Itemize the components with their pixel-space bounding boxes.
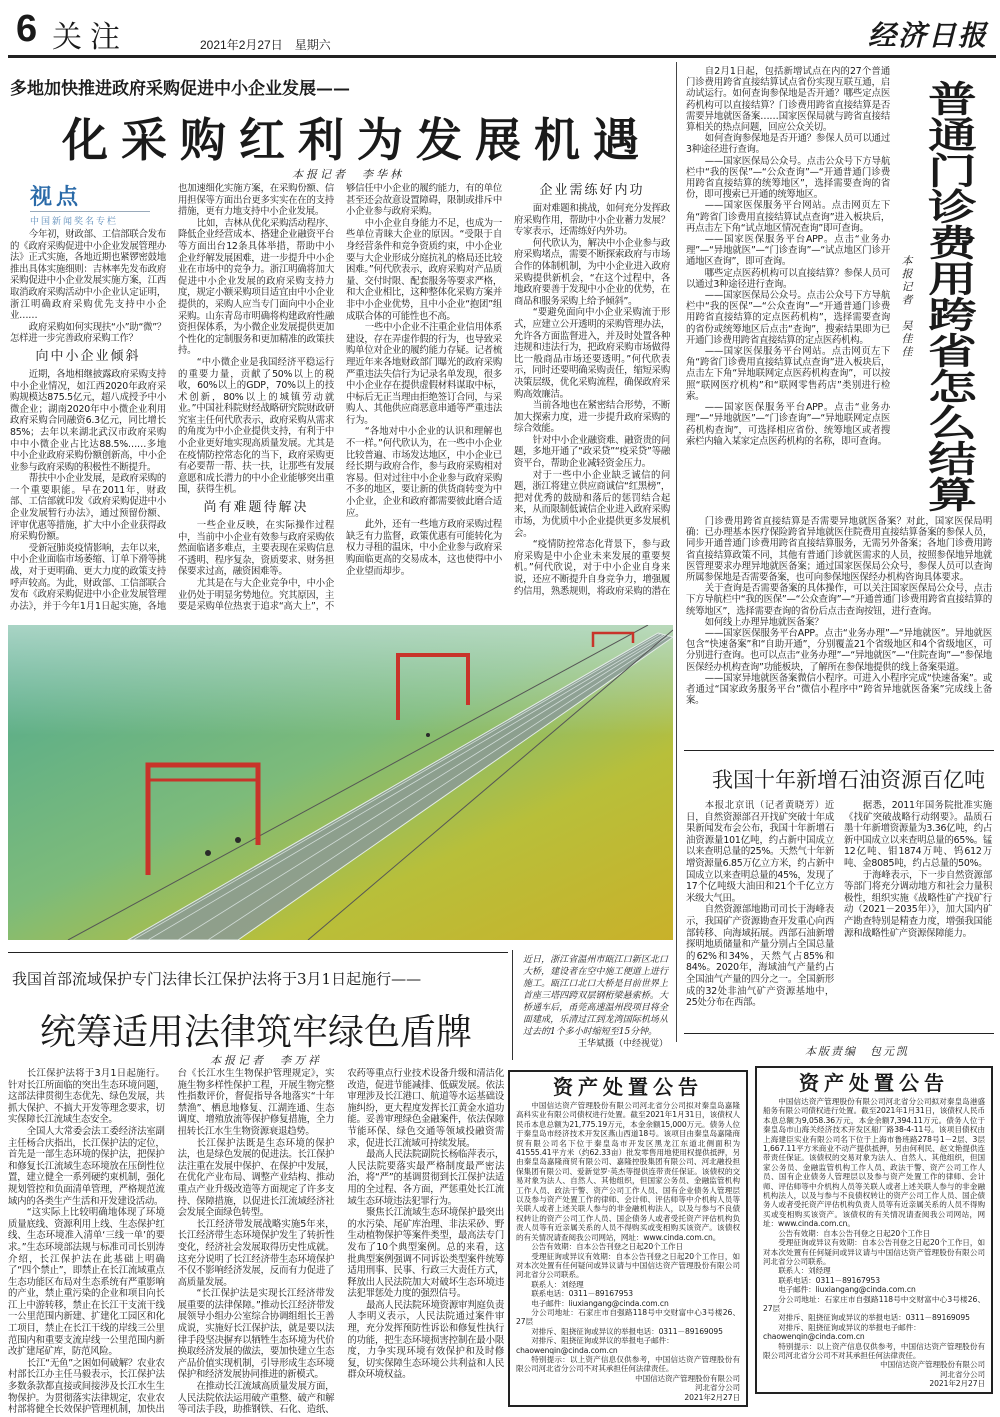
paragraph: “长江保护法是实现长江经济带发展重要的法律保障。”推动长江经济带发展领导小组办公室综合协调组组长王善成说，实施好长江保护法，就是要以法律手段坚决摒弃以牺牲生态环境为代价换取经济发展的做法，要加快建立生态产品价值实现机制，引导形成生态环境保护和经济发展协同推进的新模式。 (177, 1288, 335, 1381)
notice-email: 电子邮件：liuxiangang@cinda.com.cn (778, 1285, 916, 1295)
paragraph: 政府采购如何实现扶“小”助“微”？怎样进一步完善政府采购工作？ (10, 321, 166, 345)
paragraph: 中小企业自身能力不足，也成为一些单位青睐大企业的原因。“受限于自身经营条件和竞争资质约束，中小企业要与大企业形成分庭抗礼的格局还比较困难。”何代欣表示，政府采购对产品质量、交付时限、配套服务等要求严格，和大企业相比，这种整体化采购方案并非中小企业优势，且中小企业“抱团”组成联合体的可能性也不高。 (346, 217, 502, 322)
notice-report-email: chaowenqin@cinda.com.cn (516, 1345, 618, 1355)
column-badge-title: 视点 (30, 185, 150, 212)
paragraph: 长江保护法既是生态环境的保护法，也是绿色发展的促进法。长江保护法注重在发展中保护、在保护中发展，在优化产业布局、调整产业结构、推动重点产业升级改造等方面规定了许多支持、保障措施，以促进长江流域经济社会发展全面绿色转型。 (177, 1137, 335, 1219)
notice-report-email: chaowenqin@cinda.com.cn (763, 1332, 865, 1342)
paragraph: 帮扶中小企业发展，是政府采购的一个重要职能。早在2011年，财政部、工信部就印发《政府采购促进中小企业发展暂行办法》，通过预留份额、评审优惠等措施，扩大中小企业获得政府采购份额。 (10, 473, 166, 543)
newspaper-logo: 经济日报 (868, 19, 989, 52)
paragraph: ——国家医保服务平台网站。点击网页左下角“跨省门诊费用直接结算试点查询”进入板块后，点击左下角“异地联网定点医药机构查询”，可以按照“联网医疗机构”和“联网零售药店”类别进行检索。 (686, 346, 890, 402)
section-name: 关注 (52, 20, 128, 55)
paragraph: 本报北京讯（记者黄晓芳）近日，自然资源部召开找矿突破十年成果新闻发布会公布，我国十年新增石油资源量101亿吨，约占新中国成立以来查明总量的25%。天然气十年新增资源量6.85万亿立方米，约占新中国成立以来查明总量的45%，发现了17个亿吨级大油田和21个千亿立方米级大气田。 (686, 800, 834, 904)
paragraph: 近期，各地相继披露政府采购支持中小企业情况，如江西2020年政府采购规模达875.5亿元，超八成授予中小微企业；湖南2020年中小微企业利用政府采购合同融资6.3亿元，同比增长85%；去年以来湖北武汉市政府采购中中小微企业占比达88.5%……多地中小企业政府采购份额创新高，中小企业参与政府采购的积极性不断提升。 (10, 368, 166, 473)
notice-signature: 中国信达资产管理股份有限公司 (880, 1360, 985, 1370)
notice-objection: 受理征询或异议有效期：自本公告刊登之日起20个工作日，如对本次处置有任何疑问或异议请与中国信达资产管理股份有限公司河北省分公司联系。 (763, 1238, 985, 1266)
paragraph: 面对难题和挑战，如何充分发挥政府采购作用，帮助中小企业蓄力发展？专家表示，还需练好内外功。 (514, 203, 670, 238)
notice-report-phone: 对排斥、阻挠征询或异议的举报电话：0311－89169095 (531, 1326, 723, 1336)
paragraph: 长江保护法将于3月1日起施行。针对长江所面临的突出生态环境问题，这部法律贯彻生态优先、绿色发展，共抓大保护、不搞大开发等理念要求，切实保障长江流域生态安全。 (8, 1068, 165, 1126)
notice-contact: 联系人：刘经理 (531, 1279, 584, 1289)
paragraph: “中小微企业是我国经济平稳运行的重要力量，贡献了50%以上的税收，60%以上的GDP，70%以上的技术创新，80%以上的城镇劳动就业。”中国社科院财经战略研究院财政研究室主任何代欣表示，政府采购从需求的角度为中小企业提供支持，有利于中小企业更好地实现高质量发展。尤其是在疫情防控常态化的当下，政府采购更有必要帮一帮、扶一扶，让那些有发展意愿和成长潜力的中小企业能够突出重围，获得生机。 (178, 356, 334, 496)
section-rule (8, 952, 508, 953)
column-badge-subtitle: 中国新闻奖名专栏 (30, 217, 119, 227)
paragraph: ——国家医保服务平台APP。点击“业务办理”—“异地就医”—“门诊查询”—“试点地区门诊开通地区查询”，即可查询。 (686, 234, 890, 268)
notice-contact: 联系人：刘经理 (778, 1266, 831, 1276)
bridge-photo (8, 625, 673, 940)
paragraph: “这实际上比较明确地体现了环境质量底线、资源利用上线、生态保护红线、生态环境准入清单‘三线一单’的要求。”生态环境部法规与标准司司长别涛介绍，长江保护法在此基础上明确了“四个禁止”，即禁止在长江流域重点生态功能区布局对生态系统有严重影响的产业，禁止重污染的企业和项目向长江上中游转移，禁止在长江干支流干线一公里范围内新建、扩建化工园区和化工项目，禁止在长江干线的岸线三公里范围内和重要支流岸线一公里范围内新改扩建尾矿库，防范风险。 (8, 1207, 165, 1358)
notice-disclaimer: 特别提示：以上资产信息仅供参考，中国信达资产管理股份有限公司河北省分公司不对其承担任何法律责任。 (516, 1354, 740, 1374)
paragraph: 最高人民法院副院长杨临萍表示，人民法院要落实最严格制度最严密法治，将“严”的基调贯彻到长江保护法适用的全过程、各方面，严惩重处长江流域生态环境违法犯罪行为。 (347, 1149, 504, 1207)
paragraph: 尤其是在与大企业竞争中，中小企业仍处于明显劣势地位。究其原因，主要是采购单位热衷于追求“高大上”，不够信任中小企业的履约能力，有的单位甚至还会故意设置障碍，限制或排斥中小企业参与政府采购。 (178, 183, 502, 613)
page-number: 6 (16, 8, 38, 50)
issue-date: 2021年2月27日 星期六 (200, 38, 331, 52)
notice-report-email-label: 对排斥、阻挠征询或异议的举报电子邮件： (778, 1322, 921, 1332)
masthead-rule (8, 55, 996, 58)
notice-disclaimer: 特别提示：以上资产信息仅供参考，中国信达资产管理股份有限公司河北省分公司不对其承担任何法律责任。 (763, 1341, 985, 1360)
subheading: 向中小企业倾斜 (35, 348, 141, 364)
paragraph: 比如，吉林从优化采购活动程序、降低企业经营成本、搭建企业融资平台等方面出台12条具体举措，帮助中小企业纾解发展困难，进一步提升中小企业在市场中的竞争力。浙江明确将加大促进中小企业发展的政府采购支持力度，规定小额采购项目适宜由中小企业提供的，采购人应当专门面向中小企业采购。山东青岛市明确将构建政府性融资担保体系，为小微企业发展提供更加个性化的定制服务和更加精准的政策扶持。 (178, 217, 334, 357)
subheading: 尚有难题待解决 (203, 500, 309, 516)
notice-signature-branch: 河北省分公司 (940, 1369, 985, 1379)
section-rule (684, 750, 994, 751)
paragraph: ——国家医保局公众号。点击公众号下方导航栏中“我的医保”—“公众查询”—“开通普通门诊费用跨省直接结算的统筹地区”，选择需要查询的省份，即可搜索已开通的统筹地区。 (686, 155, 890, 201)
subheading: 企业需练好内功 (539, 183, 645, 198)
paragraph: 对于一些中小企业缺乏诚信的问题，浙江将建立供应商诚信“红黑榜”，把对优秀的鼓励和落后的惩罚结合起来，从而限制低诚信企业进入政府采购市场，为优质中小企业提供更多发展机会。 (514, 469, 670, 539)
notice-report-phone: 对排斥、阻挠征询或异议的举报电话：0311－89169095 (778, 1313, 970, 1323)
yangtze-kicker: 我国首部流域保护专门法律长江保护法将于3月1日起施行—— (12, 970, 422, 988)
asset-disposal-notice (755, 1066, 993, 1394)
yangtze-body (8, 1068, 504, 1416)
procurement-kicker: 多地加快推进政府采购促进中小企业发展—— (10, 79, 350, 99)
bridge-photo-image (8, 625, 673, 940)
photo-credit: 王华斌摄（中经视觉） (577, 1039, 668, 1049)
notice-phone: 联系电话：0311－89167953 (531, 1289, 633, 1299)
paragraph: “各地对中小企业的认识和理解也不一样。”何代欣认为，在一些中小企业比较普遍、市场发达地区，中小企业已经长期与政府合作，参与政府采购相对容易。但对过往中小企业参与政府采购不多的地区，要让新的供货商转变为中小企业，企业和政府都需要彼此磨合适应。 (346, 426, 502, 519)
procurement-byline: 本报记者 李华林 (292, 168, 404, 181)
notice-date: 2021年2月27日 (929, 1379, 985, 1389)
photo-caption-text: 近日，浙江省温州市瓯江口新区北口大桥，建设者在空中施工便道上进行施工。瓯江口北口大桥是目前世界上首座三塔四跨双层钢桁梁悬索桥。大桥通车后，甬莞高速温州段项目将全面建成，乐清过江到龙湾国际机场从过去的1个多小时缩短至15分钟。 (523, 955, 668, 1037)
notice-validity: 公告有效期：自本公告刊登之日起20个工作日 (531, 1242, 684, 1252)
oil-headline: 我国十年新增石油资源百亿吨 (712, 768, 985, 792)
yangtze-byline: 本报记者 李万祥 (210, 1054, 322, 1067)
paragraph: ——国家医保服务平台网站。点击网页左下角“跨省门诊费用直接结算试点查询”进入板块后，再点击左下角“试点地区情况查询”即可查询。 (686, 200, 890, 234)
medical-headline: 普通门诊费用跨省怎么结算 (920, 80, 978, 512)
notice-validity: 公告有效期：自本公告刊登之日起20个工作日 (778, 1228, 931, 1238)
paragraph: 自2月1日起，包括新增试点在内的27个普通门诊费用跨省直接结算试点省份实现互联互通，启动试运行。如何查询参保地是否开通？哪些定点医药机构可以直接结算？门诊费用跨省直接结算是否需要异地就医备案……国家医保局就与跨省直接结算相关的热点问题，回应公众关切。 (686, 66, 890, 134)
notice-date: 2021年2月27日 (684, 1392, 740, 1402)
paragraph: “要避免面向中小企业采购流于形式，应建立公开透明的采购管理办法，允许各方面监督进入，并及时处置各种违规和违法行为，把政府采购市场做得比一般商品市场还要透明。”何代欣表示，同时还要明确采购责任，缩短采购决策层级，优化采购流程，确保政府采购高效廉洁。 (514, 307, 670, 400)
paragraph: 关于查询是否需要备案的具体操作，可以关注国家医保局公众号，点击下方导航栏中“我的医保”—“公众查询”—“开通普通门诊费用跨省直接结算的统筹地区”，选择需要查询的省份后点击查询按钮，进行查询。 (686, 583, 992, 617)
notice-body: 中国信达资产管理股份有限公司河北省分公司拟对秦皇岛嘉隆高科实业有限公司债权进行处置。截至2021年1月31日，该债权人民币本息总额为21,775.19万元，本金余额15,000万元。债务人位于秦皇岛市经济技术开发区燕山西道18号。该项目由秦皇岛嘉隆商贸有限公司名下位于秦皇岛市开发区黑龙江东道北侧面积为41555.41平方米（约62.33亩）批发零售用地使用权提供抵押，另由秦皇岛嘉隆商贸有限公司、嘉隆控股集团有限公司、河北融投担保集团有限公司、爱新觉罗·英杰等提供连带责任保证。该债权的交易对象为法人、自然人、其他组织，但国家公务员、金融监管机构工作人员、政法干警、资产公司工作人员、国有企业债务人管理层以及参与资产处置工作的律师、会计师、评估师等中介机构人员等关联人或者上述关联人参与的非金融机构法人，以及与参与不良债权转让的资产公司工作人员、国企债务人或者受托资产评估机构负责人员等有近亲属关系的人员不得购买或变相购买该资产。该债权的有关情况请查阅我公司网站，网址：www.cinda.com.cn。 (516, 1101, 740, 1242)
paragraph: 全国人大常委会法工委经济法室副主任杨合庆指出，长江保护法的定位，首先是一部生态环境的保护法，把保护和修复长江流域生态环境放在压倒性位置，建立健全一系列硬约束机制，强化规划管控和负面清单管理，严格规范流域内的各类生产生活和开发建设活动。 (8, 1125, 165, 1207)
paragraph: 据悉，2011年国务院批准实施《找矿突破战略行动纲要》。晶质石墨十年新增资源量为3.36亿吨，约占新中国成立以来查明总量的65%。锰12亿吨、钼1874万吨、钨612万吨、金8085吨，约占总量的50%。 (844, 800, 992, 869)
notice-signature: 中国信达资产管理股份有限公司 (635, 1373, 740, 1383)
paragraph: ——国家医保服务平台APP。点击“业务办理”—“异地就医”—“门诊查询”—“异地联网定点医药机构查询”，可选择相应省份、统筹地区或者搜索栏内输入某家定点医药机构的名称，即可查询。 (686, 402, 890, 447)
paragraph: ——国家医保局公众号。点击公众号下方导航栏中“我的医保”—“公众查询”—“开通普通门诊费用跨省直接结算的定点医药机构”，选择需要查询的省份或统筹地区后点击“查询”，搜索结果即为已开通门诊费用跨省直接结算的定点医药机构。 (686, 290, 890, 346)
paragraph: 一些企业反映，在实际操作过程中，当前中小企业有效参与政府采购依然面临诸多难点，主要表现在采购信息不透明、程序复杂，资质要求、财务担保要求过高，融资困难等。 (178, 520, 334, 578)
paragraph: 当前各地也在紧密结合形势，不断加大探索力度，进一步提升政府采购的综合效能。 (514, 400, 670, 435)
notice-phone: 联系电话：0311－89167953 (778, 1275, 880, 1285)
column-divider (676, 62, 677, 1042)
medical-body-upper (686, 66, 890, 514)
notice-address: 分公司地址：石家庄市自强路118号中交财富中心3号楼26、27层 (516, 1307, 740, 1327)
paragraph: 门诊费用跨省直接结算是否需要异地就医备案？对此，国家医保局明确：已办理基本医疗保险跨省异地就医住院费用直接结算备案的参保人员，同步开通普通门诊费用跨省直接结算服务，无需另外备案；各地门诊费用跨省直接结算政策不同，其他有普通门诊就医需求的人员，按照参保地异地就医管理要求办理异地就医备案；通过国家医保局公众号，参保人员可以查询所属参保地是否需要备案，也可向参保地医保经办机构咨询具体要求。 (686, 516, 992, 584)
paragraph: 一些中小企业不注重企业信用体系建设，存在弄虚作假的行为，也导致采购单位对企业的履约能力存疑。记者梳理近年来各地财政部门曝光的政府采购严重违法失信行为记录名单发现，很多中小企业存在提供虚假材料谋取中标，中标后无正当理由拒绝签订合同，与采购人、其他供应商恶意串通等严重违法行为。 (346, 322, 502, 426)
notice-title: 资产处置公告 (553, 1075, 703, 1099)
paragraph: 自然资源部地勘司司长于海峰表示，我国矿产资源勘查开发重心向西部转移、向海域拓展。西部石油新增探明地质储量和产量分别占全国总量的62%和34%，天然气占85%和84%。2020年，海域油气产量约占全国油气产量的四分之一。全国新形成的32处非油气矿产资源基地中，25处分布在西部。 (686, 904, 834, 1009)
paragraph: 如何线上办理异地就医备案？ (704, 616, 824, 628)
paragraph: 于海峰表示，下一步自然资源部等部门将充分调动地方和社会力量积极性，组织实施《战略性矿产找矿行动（2021－2035年）》，加大国内矿产勘查特别是精查力度，增强我国能源和战略性矿产资源保障能力。 (844, 869, 992, 939)
column-badge (10, 183, 166, 229)
paragraph: ——国家医保服务平台APP。点击“业务办理”—“异地就医”。异地就医包含“快速备案”和“自助开通”，分别覆盖21个省级地区和4个省级地区，可分别进行查询。也可以点击“业务办理”—“异地就医”—“住院查询”—“参保地医保经办机构查询”功能板块，了解所在参保地提供的线上备案渠道。 (686, 628, 992, 673)
paragraph: 今年初，财政部、工信部联合发布的《政府采购促进中小企业发展管理办法》正式实施，各地近期也紧锣密鼓地推出具体实施细则：吉林率先发布政府采购促进中小企业发展实施方案，江西取消政府采购活动中小企业认定证明，浙江明确政府采购优先支持中小企业…… (10, 229, 166, 322)
paragraph: 聚焦长江流域生态环境保护最突出的水污染、尾矿库治理、非法采砂、野生动植物保护等案件类型，最高法专门发布了10个典型案例。总的来看，这批典型案例强调不同诉讼类型案件统筹适用刑事、民事、行政三大责任方式，释放出人民法院加大对破坏生态环境违法犯罪惩处力度的强烈信号。 (347, 1207, 504, 1300)
notice-report-email-label: 对排斥、阻挠征询或异议的举报电子邮件： (531, 1336, 674, 1346)
medical-body-lower (686, 516, 992, 742)
notice-email: 电子邮件：liuxiangang@cinda.com.cn (531, 1298, 669, 1308)
notice-signature-branch: 河北省分公司 (695, 1383, 740, 1393)
notice-address: 分公司地址：石家庄市自强路118号中交财富中心3号楼26、27层 (763, 1294, 985, 1313)
paragraph: 受新冠肺炎疫情影响，去年以来，中小企业面临市场萎缩、订单下滑等挑战，对于更明确、更大力度的政策支持呼声较高。为此，财政部、工信部联合发布《政府采购促进中小企业发展管理办法》，并于今年1月1日起实施，各地也加速细化实施方案，在采购份额、信用担保等方面出台更多实实在在的支持措施，更有力地支持中小企业发展。 (10, 183, 334, 612)
paragraph: “疫情防控常态化背景下，参与政府采购是中小企业未来发展的重要契机。”何代欣说，对于中小企业自身来说，还应不断提升自身竞争力，增强履约信用，熟悉规则，将政府采购的潜在 (514, 539, 670, 597)
paragraph: 长江经济带发展战略实施5年来，长江经济带生态环境保护发生了转折性变化，经济社会发展取得历史性成就。这充分说明了长江经济带生态环境保护不仅不影响经济发展，反而有力促进了高质量发展。 (177, 1218, 335, 1288)
asset-disposal-notice (508, 1070, 748, 1407)
oil-body (686, 800, 992, 1030)
notice-objection: 受理征询或异议有效期：自本公告刊登之日起20个工作日，如对本次处置有任何疑问或异议请与中国信达资产管理股份有限公司河北省分公司联系。 (516, 1251, 740, 1280)
section-rule (684, 1033, 994, 1034)
procurement-body (10, 183, 670, 619)
page-editor: 本版责编 包元凯 (805, 1045, 909, 1058)
paragraph: 长江“无鱼”之困如何破解？农业农村部长江办主任马毅表示，长江保护法多数条款都直接或间接涉及长江水生生物保护。为贯彻落实法律规定，农业农村部将健全长效保护管理机制，加快出台《长江水生生物保护管理规定》，实施生物多样性保护工程，开展生物完整性指数评价，督促指导各地落实“十年禁渔”、栖息地修复、江湖连通、生态调度、增殖放流等保护修复措施，全力扭转长江水生生物资源衰退趋势。 (8, 1068, 335, 1416)
yangtze-headline: 统筹适用法律筑牢绿色盾牌 (40, 1012, 473, 1053)
paragraph: 何代欣认为，解决中小企业参与政府采购堵点，需要不断探索政府与市场合作的体制机制，为中小企业进入政府采购提供新机会，“在这个过程中，各地政府要善于发现中小企业的优势，在商品和服务采购上给予倾斜”。 (514, 237, 670, 307)
paragraph: 此外，还有一些地方政府采购过程缺乏有力监督，政策优惠有可能转化为权力寻租的温床，中小企业参与政府采购面临更高的交易成本，这也使得中小企业望而却步。 (346, 519, 502, 577)
notice-body: 中国信达资产管理股份有限公司河北省分公司拟对秦皇岛港盛船务有限公司债权进行处置。截至2021年1月31日，该债权人民币本息总额为9,058.36万元，本金余额7,394.11万元。债务人位于秦皇岛市山海关经济技术开发区船厂路38-4-11号。该项目债权由上海建臣实业有限公司名下位于上海市鲁班路278号1－2层、3层1,667.11平方米商业不动产提供抵押，另由何利民、赵文艳提供连带责任保证。该债权的交易对象为法人、自然人、其他组织，但国家公务员、金融监管机构工作人员、政法干警、资产公司工作人员、国有企业债务人管理层以及参与资产处置工作的律师、会计师、评估师等中介机构人员等关联人或者上述关联人参与的非金融机构法人，以及与参与不良债权转让的资产公司工作人员、国企债务人或者受托资产评估机构负责人员等有近亲属关系的人员不得购买或变相购买该资产。该债权的有关情况请查阅我公司网站，网址：www.cinda.com.cn。 (763, 1097, 985, 1229)
paragraph: ——国家异地就医备案微信小程序。可进入小程序完成“快速备案”。或者通过“国家政务服务平台”微信小程序中“跨省异地就医备案”完成线上备案。 (686, 672, 992, 707)
paragraph: 如何查询参保地是否开通？参保人员可以通过3种途径进行查询。 (686, 133, 890, 156)
photo-caption (512, 950, 672, 1060)
medical-byline: 本报记者 吴佳佳 (900, 255, 913, 359)
paragraph: 最高人民法院环境资源审判庭负责人李明义表示，人民法院通过案件审理，充分发挥预防性诉讼和修复性执行的功能，把生态环境损害控制在最小限度，力争实现环境有效保护和及时修复，切实保障生态环境公共利益和人民群众环境权益。 (347, 1299, 504, 1381)
paragraph: 哪些定点医药机构可以直接结算？参保人员可以通过3种途径进行查询。 (686, 267, 890, 290)
paragraph: 在推动长江流域高质量发展方面，人民法院依法运用破产重整、破产和解等司法手段，助推钢铁、石化、造纸、农药等重点行业技术设备升级和清洁化改造，促进节能减排、低碳发展。依法审理涉及长江港口、航道等水运基础设施纠纷，更大程度发挥长江黄金水道功能。妥善审理绿色金融案件，依法保障节能环保、绿色交通等领域投融资需求，促进长江流域可持续发展。 (177, 1068, 504, 1416)
notice-title: 资产处置公告 (799, 1071, 949, 1095)
procurement-headline: 化采购红利为发展机遇 (62, 113, 652, 167)
paragraph: 针对中小企业融资难、融资贵的问题，多地开通了“政采贷”“疫采贷”等融资平台，帮助企业减轻资金压力。 (514, 434, 670, 470)
